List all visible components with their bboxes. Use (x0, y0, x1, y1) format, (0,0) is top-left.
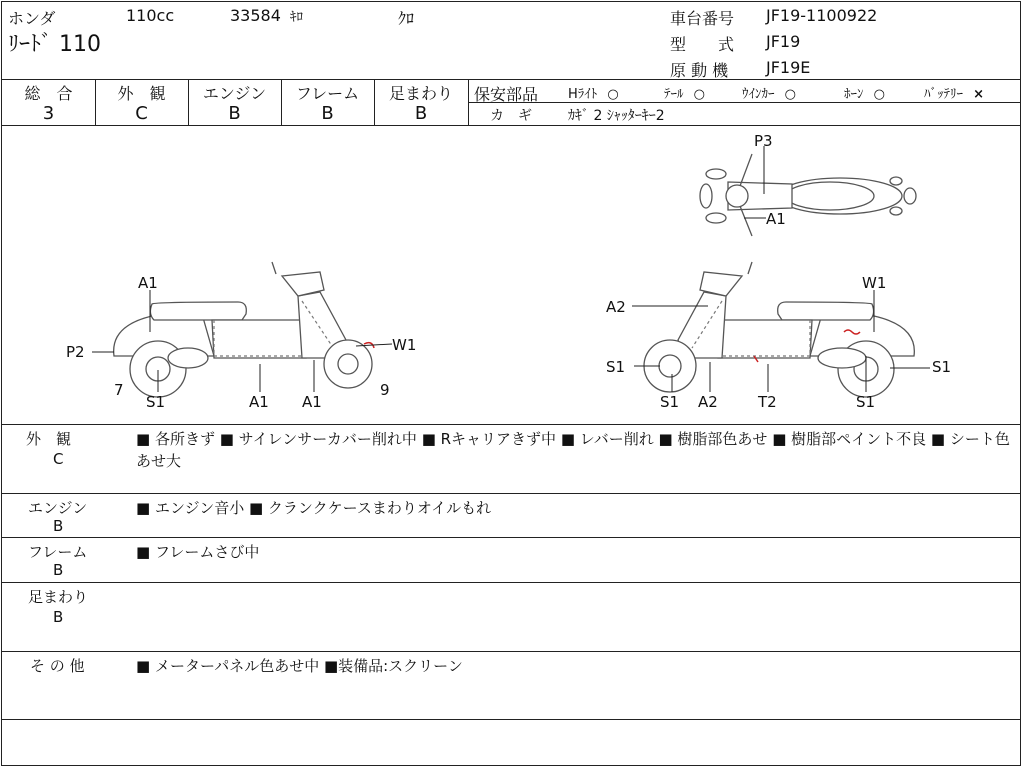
mileage (230, 6, 303, 25)
divider (2, 651, 1020, 652)
safety-item-name: ﾊﾞｯﾃﾘｰ (924, 87, 963, 102)
right-label: T2 (758, 393, 777, 411)
remark-exterior-title: 外 観 (26, 430, 72, 448)
type-value: JF19 (766, 32, 801, 51)
frame-number: JF19-1100922 (766, 6, 878, 25)
right-label: S1 (932, 358, 952, 376)
grade-frame-value: B (321, 103, 334, 124)
remark-engine-text: ■ エンジン音小 ■ クランクケースまわりオイルもれ (136, 499, 492, 517)
remark-other-title: そ の 他 (30, 657, 85, 675)
top-label: A1 (766, 210, 786, 228)
engine-model-value: JF19E (766, 58, 811, 77)
key-label: カ ギ (490, 108, 532, 124)
mileage-value: 33584 (230, 6, 281, 25)
left-label: 7 (114, 381, 124, 399)
left-label: W1 (392, 336, 417, 354)
remark-other-text: ■ メーターパネル色あせ中 ■装備品:スクリーン (136, 657, 463, 675)
remark-suspension-grade: B (53, 608, 64, 626)
safety-item-name: Hﾗｲﾄ (568, 87, 598, 102)
damage-diagram (2, 126, 1022, 424)
top-label: P3 (754, 132, 773, 150)
grade-engine-value: B (228, 103, 241, 124)
safety-item-name: ｳｲﾝｶｰ (742, 87, 775, 102)
safety-item-name: ﾃｰﾙ (664, 87, 684, 102)
remark-exterior-text: ■ 各所きず ■ サイレンサーカバー削れ中 ■ Rキャリアきず中 ■ レバー削れ ■ 樹脂部色あせ ■ 樹脂部ペイント不良 ■ シート色あせ大 (136, 430, 1010, 470)
safety-item-mark: ○ (607, 87, 619, 102)
divider (2, 719, 1020, 720)
divider (2, 537, 1020, 538)
remark-engine-title: エンジン (28, 499, 88, 517)
divider (2, 493, 1020, 494)
safety-battery (924, 83, 984, 102)
divider (468, 79, 469, 125)
grade-suspension-value: B (414, 103, 428, 124)
grade-exterior-value: C (135, 103, 148, 124)
remark-frame-title: フレーム (28, 543, 88, 561)
remark-engine-grade: B (53, 517, 64, 535)
safety-item-mark: ○ (784, 87, 796, 102)
frame-label: 車台番号 (670, 9, 735, 28)
safety-item-mark: ○ (693, 87, 705, 102)
displacement: 110cc (126, 6, 175, 25)
safety-item-name: ﾎｰﾝ (844, 87, 864, 102)
left-label: P2 (66, 343, 85, 361)
left-label: A1 (302, 393, 322, 411)
grade-exterior-label: 外 観 (117, 84, 166, 103)
divider (468, 102, 1020, 103)
inspection-sheet (1, 1, 1021, 766)
remark-suspension-title: 足まわり (28, 588, 89, 606)
divider (2, 582, 1020, 583)
remark-frame-grade: B (53, 561, 64, 579)
left-label: 9 (380, 381, 390, 399)
top-view-scooter (700, 154, 916, 236)
grade-frame-label: フレーム (295, 84, 360, 103)
key-value: ｶｷﾞ 2 ｼｬｯﾀｰｷｰ2 (568, 108, 665, 124)
right-label: S1 (856, 393, 876, 411)
safety-parts-label: 保安部品 (474, 85, 539, 104)
safety-item-mark: ○ (873, 87, 885, 102)
safety-item-mark: × (973, 87, 985, 102)
safety-horn (844, 83, 885, 102)
grade-overall-value: 3 (42, 103, 55, 124)
type-label: 型 式 (670, 35, 735, 54)
engine-model-label: 原 動 機 (670, 61, 729, 80)
grade-engine-label: エンジン (202, 84, 267, 103)
remark-exterior-grade: C (53, 450, 64, 468)
left-label: A1 (138, 274, 158, 292)
grade-overall-label: 総 合 (24, 84, 73, 103)
safety-taillight (664, 83, 705, 102)
safety-headlight (568, 83, 619, 102)
right-label: S1 (606, 358, 626, 376)
model-name: ﾘｰﾄﾞ 110 (8, 32, 101, 57)
remark-frame-text: ■ フレームさび中 (136, 543, 260, 561)
mileage-unit: ｷﾛ (290, 10, 303, 25)
right-label: A2 (698, 393, 718, 411)
right-label: W1 (862, 274, 887, 292)
safety-winker (742, 83, 796, 102)
right-label: A2 (606, 298, 626, 316)
color: ｸﾛ (398, 9, 415, 28)
grade-suspension-label: 足まわり (388, 84, 453, 103)
divider (2, 79, 1020, 80)
right-label: S1 (660, 393, 680, 411)
left-label: S1 (146, 393, 166, 411)
maker: ホンダ (8, 9, 56, 28)
divider (2, 424, 1020, 425)
left-label: A1 (249, 393, 269, 411)
